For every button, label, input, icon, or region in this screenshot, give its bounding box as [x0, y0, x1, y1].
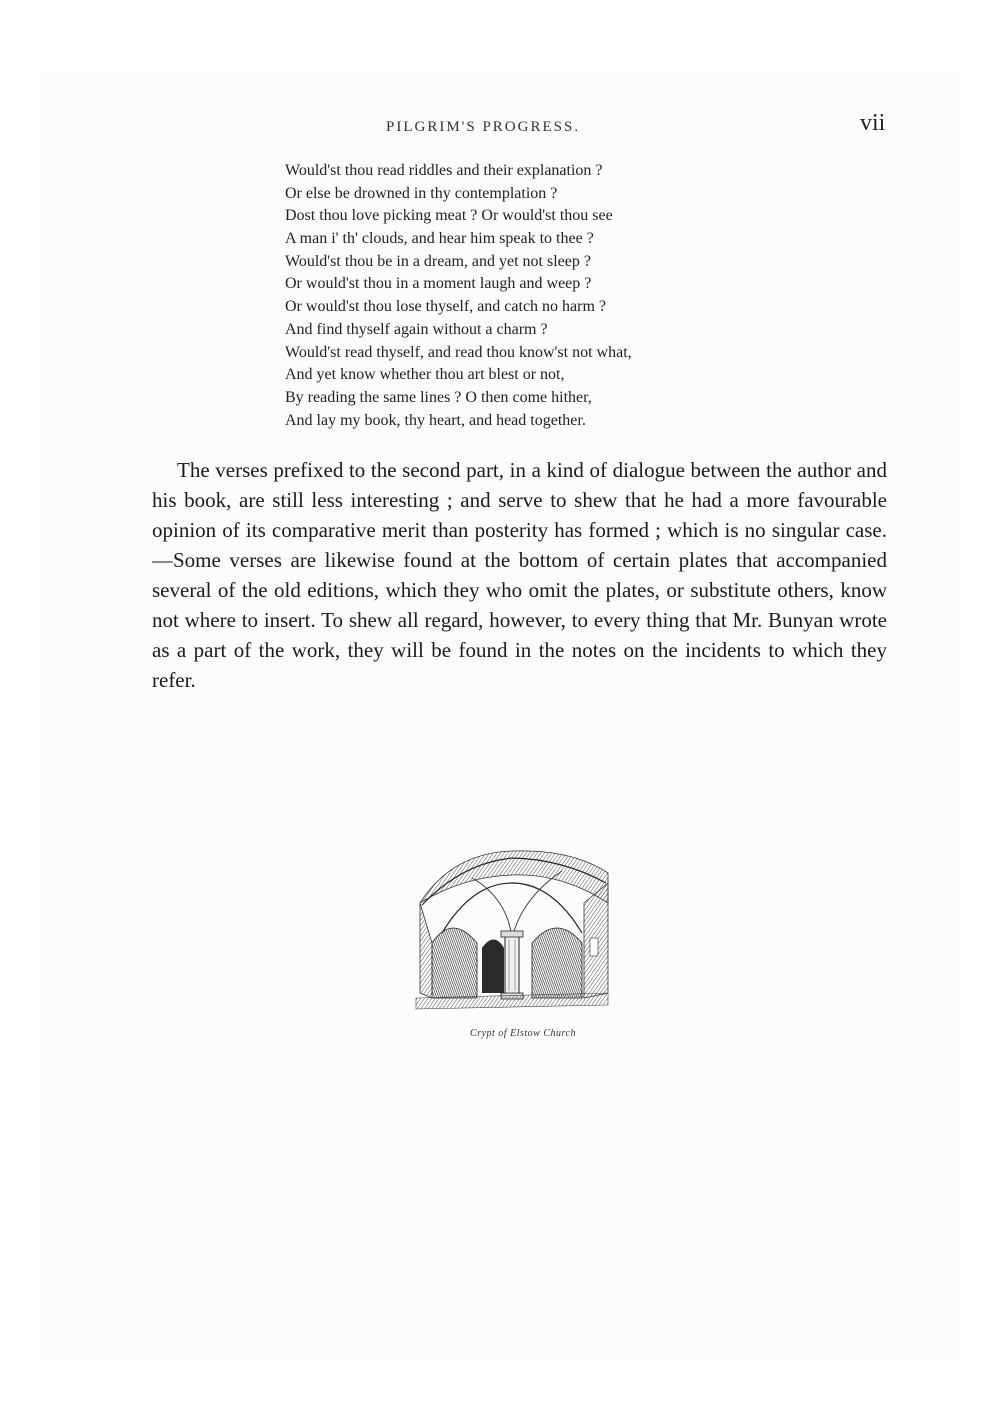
- verse-line: And lay my book, thy heart, and head together.: [285, 411, 586, 429]
- verse-line: Dost thou love picking meat ? Or would'st thou see: [285, 207, 613, 225]
- body-text: [152, 455, 887, 695]
- verse-line: A man i' th' clouds, and hear him speak to thee ?: [285, 230, 594, 248]
- body-paragraph: The verses prefixed to the second part, in a kind of dialogue between the author and his book, are still less interesting ; and serve to shew that he had a more favourable opinion of its comparative merit than posterity has formed ; which is no singular case.—Some verses are likewise found at the bottom of certain plates that accompanied several of the old editions, which they who omit the plates, or substitute others, know not where to insert. To shew all regard, however, to every thing that Mr. Bunyan wrote as a part of the work, they will be found in the notes on the incidents to which they refer.: [152, 458, 887, 692]
- figure-caption: Crypt of Elstow Church: [470, 1028, 576, 1039]
- verse-line: Would'st thou read riddles and their explanation ?: [285, 162, 603, 179]
- verse-line: And yet know whether thou art blest or not,: [285, 366, 565, 384]
- verse-line: And find thyself again without a charm ?: [285, 320, 548, 338]
- verse-line: Or would'st thou lose thyself, and catch no harm ?: [285, 298, 607, 316]
- verse-line: By reading the same lines ? O then come hither,: [285, 388, 592, 406]
- verse-line: Would'st read thyself, and read thou know'st not what,: [285, 343, 632, 361]
- crypt-illustration: [412, 843, 612, 1013]
- verse-block: [285, 160, 805, 432]
- page-number: vii: [860, 110, 886, 136]
- verse-line: Would'st thou be in a dream, and yet not sleep ?: [285, 252, 591, 270]
- verse-line: Or else be drowned in thy contemplation ?: [285, 184, 558, 202]
- verse-line: Or would'st thou in a moment laugh and weep ?: [285, 275, 592, 293]
- running-title: PILGRIM'S PROGRESS.: [386, 119, 581, 135]
